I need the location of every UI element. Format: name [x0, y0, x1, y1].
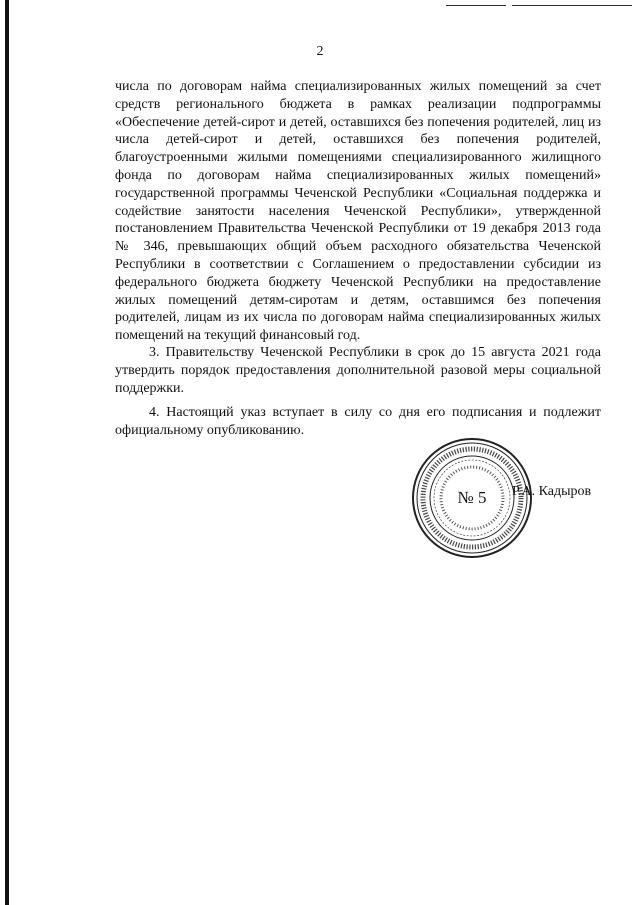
- top-rule-2: [512, 5, 632, 6]
- page-number: 2: [316, 44, 324, 59]
- paragraph-item-4: 4. Настоящий указ вступает в силу со дня его подписания и подлежит официальному опубликованию.: [115, 405, 601, 438]
- paragraph-item-3: 3. Правительству Чеченской Республики в срок до 15 августа 2021 года утвердить порядок предоставления дополнительной разовой меры социальной поддержки.: [115, 345, 601, 396]
- signature-name: Р.А. Кадыров: [512, 484, 592, 499]
- top-rule-1: [446, 5, 506, 6]
- seal-number: № 5: [457, 488, 487, 507]
- paragraph-continuation: числа по договорам найма специализированных жилых помещений за счет средств регионального бюджета в рамках реализации подпрограммы «Обеспечение детей-сирот и детей, оставшихся без попечения родителей, лиц из числа детей-сирот и детей, оставшихся без попечения родителей, благоустроенными жилыми помещениями специализированного жилищного фонда по договорам найма специализированных жилых помещений» государственной программы Чеченской Республики «Социальная поддержка и содействие занятости населения Чеченской Республики», утвержденной постановлением Правительства Чеченской Республики от 19 декабря 2013 года № 346, превышающих общий объем расходного обязательства Чеченской Республики в соответствии с Соглашением о предоставлении субсидии из федерального бюджета бюджету Чеченской Республики на предоставление жилых помещений детям-сиротам и детям, оставшимся без попечения родителей, лицам из их числа по договорам найма специализированных жилых помещений на текущий финансовый год.: [115, 79, 601, 344]
- scan-left-border: [5, 0, 9, 905]
